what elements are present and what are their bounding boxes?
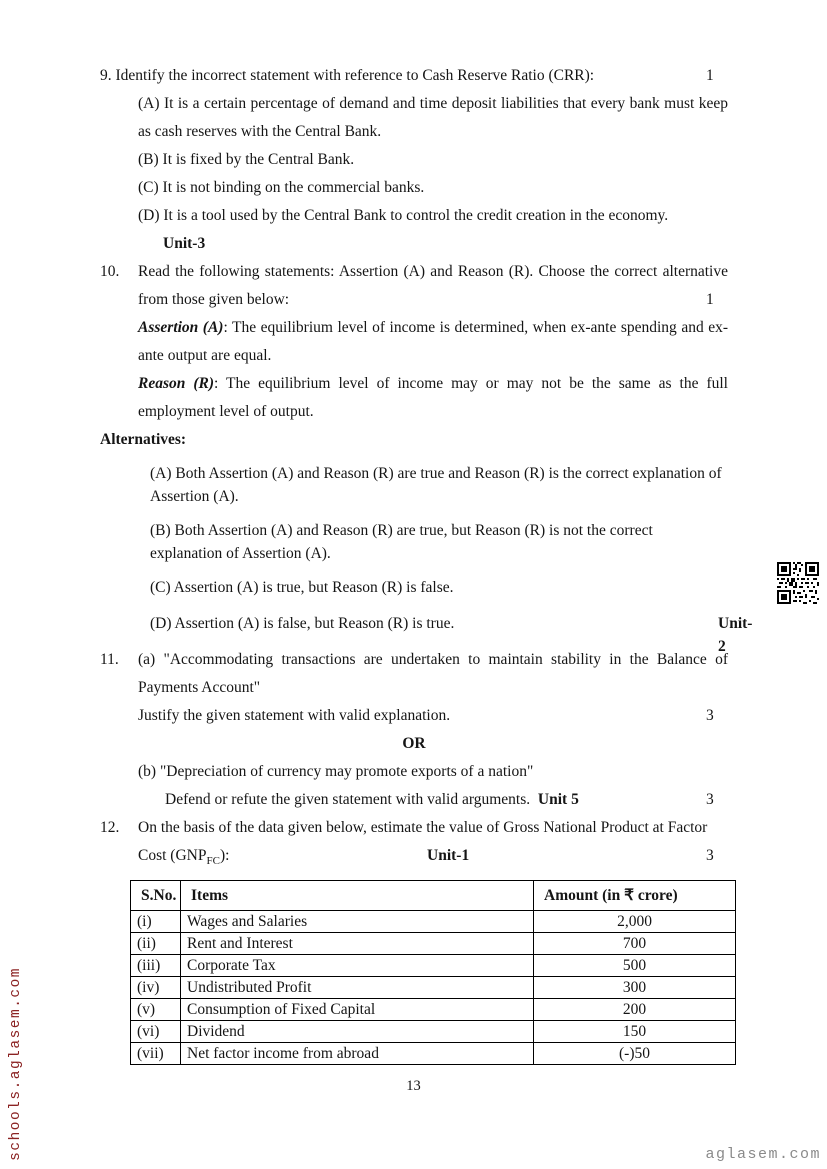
cell-sno: (v) <box>131 999 181 1021</box>
reason-label: Reason (R) <box>138 375 215 392</box>
question-12-number: 12. <box>100 819 120 836</box>
question-12-cost-post: ): <box>219 847 230 864</box>
question-12-cost-sub: FC <box>206 855 220 868</box>
reason-paragraph <box>138 370 728 426</box>
question-9-option-b: (B) It is fixed by the Central Bank. <box>138 151 355 168</box>
alternatives-heading: Alternatives: <box>100 431 187 448</box>
watermark-right: aglasem.com <box>705 1146 821 1163</box>
question-11-marks-b: 3 <box>706 791 714 808</box>
table-row <box>131 977 736 999</box>
cell-item: Wages and Salaries <box>181 911 534 933</box>
question-9-header-row <box>100 62 728 90</box>
cell-amount: 200 <box>534 999 736 1021</box>
question-10-marks: 1 <box>706 291 714 308</box>
qr-code-icon <box>776 561 820 605</box>
question-12 <box>100 814 728 870</box>
cell-item: Undistributed Profit <box>181 977 534 999</box>
alternative-b: (B) Both Assertion (A) and Reason (R) are true, but Reason (R) is not the correct explanation of Assertion (A). <box>150 522 653 562</box>
or-separator: OR <box>402 735 426 752</box>
cell-item: Net factor income from abroad <box>181 1043 534 1065</box>
alternative-d: (D) Assertion (A) is false, but Reason (R) is true. <box>150 615 455 632</box>
page-number: 13 <box>406 1078 421 1094</box>
table-row <box>131 933 736 955</box>
question-9 <box>100 62 728 258</box>
question-9-option-d: (D) It is a tool used by the Central Bank to control the credit creation in the economy. <box>138 207 669 224</box>
page-content <box>100 62 753 1065</box>
unit-1-label: Unit-1 <box>427 847 470 864</box>
reason-text: : The equilibrium level of income may or may not be the same as the full employment level of output. <box>138 375 728 420</box>
cell-sno: (i) <box>131 911 181 933</box>
cell-item: Corporate Tax <box>181 955 534 977</box>
assertion-paragraph <box>138 314 728 370</box>
question-12-cost-row <box>138 842 728 870</box>
cell-sno: (iii) <box>131 955 181 977</box>
table-row <box>131 1021 736 1043</box>
question-9-text: 9. Identify the incorrect statement with reference to Cash Reserve Ratio (CRR): <box>100 67 595 84</box>
question-9-marks: 1 <box>706 67 714 84</box>
header-amount: Amount (in ₹ crore) <box>534 881 736 911</box>
question-10-intro-row <box>138 258 728 314</box>
assertion-text: : The equilibrium level of income is determined, when ex-ante spending and ex-ante output are equal. <box>138 319 728 364</box>
question-11-part-a: (a) "Accommodating transactions are undertaken to maintain stability in the Balance of Payments Account" <box>138 651 728 696</box>
table-row <box>131 1043 736 1065</box>
unit-3-label: Unit-3 <box>163 235 206 252</box>
question-11-number: 11. <box>100 651 119 668</box>
question-10-intro: Read the following statements: Assertion (A) and Reason (R). Choose the correct alternative from those given below: <box>138 263 728 308</box>
cell-item: Dividend <box>181 1021 534 1043</box>
question-10-number: 10. <box>100 263 120 280</box>
table-row <box>131 955 736 977</box>
question-11-defend: Defend or refute the given statement with valid arguments. <box>165 791 531 808</box>
gnp-data-table <box>130 880 736 1065</box>
alternative-a: (A) Both Assertion (A) and Reason (R) are true and Reason (R) is the correct explanation of Assertion (A). <box>150 465 722 505</box>
question-12-intro: On the basis of the data given below, estimate the value of Gross National Product at Factor <box>138 819 708 836</box>
question-12-marks: 3 <box>706 847 714 864</box>
question-11-justify: Justify the given statement with valid explanation. <box>138 707 451 724</box>
unit-2-label: Unit-2 <box>718 615 753 655</box>
cell-amount: 500 <box>534 955 736 977</box>
alternative-d-row <box>150 612 753 655</box>
cell-amount: 700 <box>534 933 736 955</box>
question-9-option-c: (C) It is not binding on the commercial banks. <box>138 179 425 196</box>
cell-item: Consumption of Fixed Capital <box>181 999 534 1021</box>
question-11 <box>100 646 728 814</box>
question-9-option-a: (A) It is a certain percentage of demand and time deposit liabilities that every bank must keep as cash reserves with the Central Bank. <box>138 95 728 140</box>
cell-amount: 150 <box>534 1021 736 1043</box>
header-sno: S.No. <box>131 881 181 911</box>
assertion-label: Assertion (A) <box>138 319 224 336</box>
cell-sno: (vii) <box>131 1043 181 1065</box>
cell-sno: (ii) <box>131 933 181 955</box>
question-11-justify-row <box>138 702 728 730</box>
question-12-cost-pre: Cost (GNP <box>138 847 207 864</box>
cell-amount: (-)50 <box>534 1043 736 1065</box>
table-row <box>131 911 736 933</box>
question-11-part-b: (b) "Depreciation of currency may promote exports of a nation" <box>138 763 534 780</box>
table-header-row <box>131 881 736 911</box>
cell-sno: (iv) <box>131 977 181 999</box>
alternatives-list <box>100 462 753 655</box>
cell-amount: 2,000 <box>534 911 736 933</box>
question-10 <box>100 258 728 426</box>
table-row <box>131 999 736 1021</box>
unit-5-label: Unit 5 <box>537 791 579 808</box>
header-items: Items <box>181 881 534 911</box>
watermark-left: schools.aglasem.com <box>8 967 24 1161</box>
question-11-defend-row <box>138 786 728 814</box>
cell-sno: (vi) <box>131 1021 181 1043</box>
cell-amount: 300 <box>534 977 736 999</box>
cell-item: Rent and Interest <box>181 933 534 955</box>
alternative-c: (C) Assertion (A) is true, but Reason (R) is false. <box>150 579 454 596</box>
question-11-marks-a: 3 <box>706 707 714 724</box>
